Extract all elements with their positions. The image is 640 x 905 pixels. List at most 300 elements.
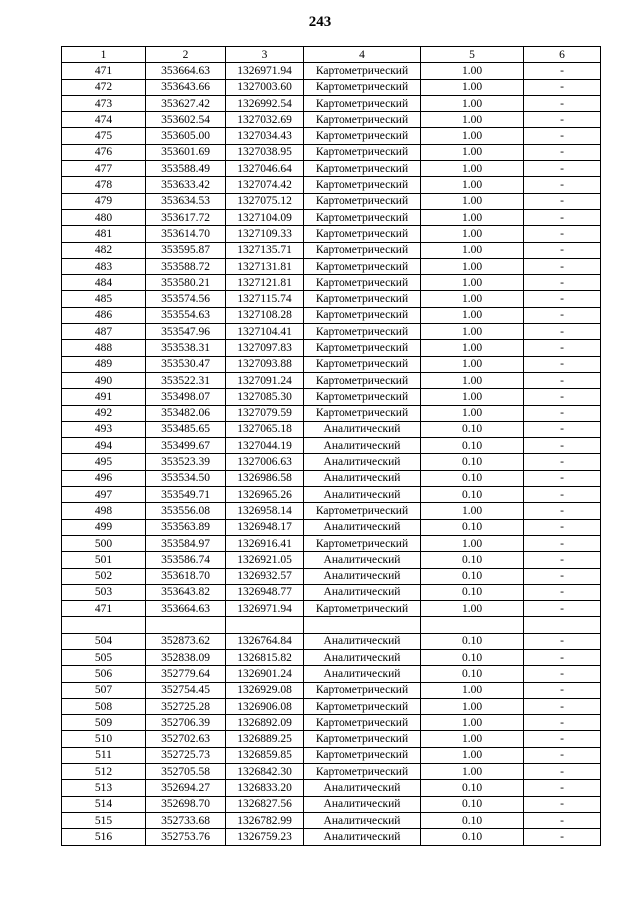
y-coordinate-cell: 1326906.08	[226, 698, 304, 714]
x-coordinate-cell: 353482.06	[146, 405, 226, 421]
description-cell: -	[524, 682, 601, 698]
point-number-cell: 479	[62, 193, 146, 209]
method-cell: Аналитический	[304, 421, 421, 437]
method-cell: Картометрический	[304, 226, 421, 242]
description-cell: -	[524, 356, 601, 372]
y-coordinate-cell: 1326958.14	[226, 503, 304, 519]
table-header	[62, 47, 601, 63]
x-coordinate-cell: 353498.07	[146, 389, 226, 405]
precision-cell: 1.00	[421, 682, 524, 698]
method-cell: Картометрический	[304, 193, 421, 209]
y-coordinate-cell: 1327003.60	[226, 79, 304, 95]
method-cell: Аналитический	[304, 454, 421, 470]
precision-cell: 1.00	[421, 258, 524, 274]
precision-cell: 1.00	[421, 698, 524, 714]
method-cell: Картометрический	[304, 63, 421, 79]
method-cell: Картометрический	[304, 535, 421, 551]
y-coordinate-cell: 1326932.57	[226, 568, 304, 584]
point-number-cell: 484	[62, 275, 146, 291]
description-cell: -	[524, 698, 601, 714]
precision-cell: 1.00	[421, 356, 524, 372]
table-row	[62, 340, 601, 356]
precision-cell	[421, 617, 524, 633]
method-cell: Картометрический	[304, 307, 421, 323]
precision-cell: 0.10	[421, 633, 524, 649]
description-cell: -	[524, 193, 601, 209]
precision-cell: 0.10	[421, 780, 524, 796]
method-cell: Картометрический	[304, 324, 421, 340]
y-coordinate-cell: 1327044.19	[226, 438, 304, 454]
x-coordinate-cell: 353586.74	[146, 552, 226, 568]
x-coordinate-cell: 352694.27	[146, 780, 226, 796]
precision-cell: 1.00	[421, 405, 524, 421]
description-cell: -	[524, 487, 601, 503]
y-coordinate-cell: 1327091.24	[226, 372, 304, 388]
table-row	[62, 389, 601, 405]
point-number-cell: 471	[62, 601, 146, 617]
precision-cell: 0.10	[421, 649, 524, 665]
method-cell: Аналитический	[304, 584, 421, 600]
description-cell: -	[524, 128, 601, 144]
y-coordinate-cell	[226, 617, 304, 633]
point-number-cell: 477	[62, 161, 146, 177]
point-number-cell: 511	[62, 747, 146, 763]
table-row	[62, 780, 601, 796]
column-header-5: 5	[421, 47, 524, 63]
description-cell: -	[524, 421, 601, 437]
precision-cell: 0.10	[421, 796, 524, 812]
method-cell: Картометрический	[304, 715, 421, 731]
point-number-cell: 482	[62, 242, 146, 258]
table-row	[62, 405, 601, 421]
method-cell: Картометрический	[304, 731, 421, 747]
precision-cell: 1.00	[421, 389, 524, 405]
description-cell: -	[524, 372, 601, 388]
description-cell: -	[524, 405, 601, 421]
precision-cell: 1.00	[421, 764, 524, 780]
precision-cell: 1.00	[421, 324, 524, 340]
method-cell: Картометрический	[304, 275, 421, 291]
y-coordinate-cell: 1326889.25	[226, 731, 304, 747]
x-coordinate-cell: 353584.97	[146, 535, 226, 551]
y-coordinate-cell: 1327109.33	[226, 226, 304, 242]
table-row	[62, 112, 601, 128]
x-coordinate-cell: 353485.65	[146, 421, 226, 437]
precision-cell: 1.00	[421, 601, 524, 617]
method-cell: Аналитический	[304, 519, 421, 535]
y-coordinate-cell: 1326971.94	[226, 63, 304, 79]
description-cell: -	[524, 633, 601, 649]
method-cell: Картометрический	[304, 161, 421, 177]
x-coordinate-cell: 353580.21	[146, 275, 226, 291]
table-row	[62, 552, 601, 568]
x-coordinate-cell: 353595.87	[146, 242, 226, 258]
x-coordinate-cell: 353523.39	[146, 454, 226, 470]
y-coordinate-cell: 1327038.95	[226, 144, 304, 160]
table-row	[62, 79, 601, 95]
x-coordinate-cell: 353554.63	[146, 307, 226, 323]
point-number-cell: 504	[62, 633, 146, 649]
precision-cell: 0.10	[421, 584, 524, 600]
point-number-cell: 506	[62, 666, 146, 682]
description-cell: -	[524, 95, 601, 111]
x-coordinate-cell: 353499.67	[146, 438, 226, 454]
description-cell: -	[524, 63, 601, 79]
y-coordinate-cell: 1327131.81	[226, 258, 304, 274]
precision-cell: 1.00	[421, 63, 524, 79]
description-cell: -	[524, 112, 601, 128]
method-cell: Картометрический	[304, 79, 421, 95]
y-coordinate-cell: 1327032.69	[226, 112, 304, 128]
y-coordinate-cell: 1327121.81	[226, 275, 304, 291]
description-cell: -	[524, 454, 601, 470]
method-cell: Аналитический	[304, 552, 421, 568]
table-row	[62, 128, 601, 144]
y-coordinate-cell: 1327104.41	[226, 324, 304, 340]
table-row	[62, 666, 601, 682]
x-coordinate-cell: 352753.76	[146, 829, 226, 845]
method-cell: Картометрический	[304, 682, 421, 698]
table-row	[62, 584, 601, 600]
description-cell: -	[524, 568, 601, 584]
column-header-3: 3	[226, 47, 304, 63]
method-cell: Аналитический	[304, 780, 421, 796]
y-coordinate-cell: 1327075.12	[226, 193, 304, 209]
x-coordinate-cell	[146, 617, 226, 633]
x-coordinate-cell: 353643.66	[146, 79, 226, 95]
table-row	[62, 258, 601, 274]
precision-cell: 1.00	[421, 95, 524, 111]
description-cell: -	[524, 389, 601, 405]
point-number-cell: 489	[62, 356, 146, 372]
description-cell: -	[524, 796, 601, 812]
y-coordinate-cell: 1326971.94	[226, 601, 304, 617]
description-cell: -	[524, 812, 601, 828]
table-row	[62, 633, 601, 649]
precision-cell: 0.10	[421, 454, 524, 470]
point-number-cell: 483	[62, 258, 146, 274]
point-number-cell: 487	[62, 324, 146, 340]
description-cell: -	[524, 226, 601, 242]
x-coordinate-cell: 353547.96	[146, 324, 226, 340]
point-number-cell: 507	[62, 682, 146, 698]
description-cell: -	[524, 829, 601, 845]
x-coordinate-cell: 352838.09	[146, 649, 226, 665]
point-number-cell: 502	[62, 568, 146, 584]
x-coordinate-cell: 353556.08	[146, 503, 226, 519]
table-row	[62, 356, 601, 372]
y-coordinate-cell: 1327093.88	[226, 356, 304, 372]
x-coordinate-cell: 353614.70	[146, 226, 226, 242]
coordinates-table	[61, 46, 601, 846]
page-number: 243	[308, 14, 332, 30]
y-coordinate-cell: 1326827.56	[226, 796, 304, 812]
description-cell: -	[524, 715, 601, 731]
description-cell: -	[524, 649, 601, 665]
y-coordinate-cell: 1327034.43	[226, 128, 304, 144]
description-cell: -	[524, 584, 601, 600]
point-number-cell: 500	[62, 535, 146, 551]
x-coordinate-cell: 353618.70	[146, 568, 226, 584]
description-cell: -	[524, 780, 601, 796]
x-coordinate-cell: 352873.62	[146, 633, 226, 649]
table-row	[62, 438, 601, 454]
precision-cell: 1.00	[421, 128, 524, 144]
y-coordinate-cell: 1327085.30	[226, 389, 304, 405]
precision-cell: 1.00	[421, 747, 524, 763]
description-cell	[524, 617, 601, 633]
description-cell: -	[524, 291, 601, 307]
point-number-cell: 512	[62, 764, 146, 780]
table-row	[62, 519, 601, 535]
method-cell: Картометрический	[304, 209, 421, 225]
y-coordinate-cell: 1326815.82	[226, 649, 304, 665]
y-coordinate-cell: 1327074.42	[226, 177, 304, 193]
point-number-cell: 516	[62, 829, 146, 845]
method-cell: Аналитический	[304, 666, 421, 682]
precision-cell: 1.00	[421, 161, 524, 177]
method-cell: Аналитический	[304, 812, 421, 828]
x-coordinate-cell: 353643.82	[146, 584, 226, 600]
x-coordinate-cell: 353634.53	[146, 193, 226, 209]
table-row	[62, 568, 601, 584]
table-row	[62, 535, 601, 551]
description-cell: -	[524, 209, 601, 225]
y-coordinate-cell: 1327135.71	[226, 242, 304, 258]
point-number-cell: 496	[62, 470, 146, 486]
point-number-cell: 485	[62, 291, 146, 307]
table-row	[62, 242, 601, 258]
x-coordinate-cell: 353617.72	[146, 209, 226, 225]
method-cell: Картометрический	[304, 356, 421, 372]
method-cell: Картометрический	[304, 405, 421, 421]
description-cell: -	[524, 731, 601, 747]
point-number-cell: 499	[62, 519, 146, 535]
description-cell: -	[524, 79, 601, 95]
y-coordinate-cell: 1327046.64	[226, 161, 304, 177]
method-cell: Картометрический	[304, 747, 421, 763]
precision-cell: 1.00	[421, 307, 524, 323]
method-cell: Картометрический	[304, 242, 421, 258]
precision-cell: 1.00	[421, 209, 524, 225]
table-row	[62, 796, 601, 812]
description-cell: -	[524, 324, 601, 340]
precision-cell: 0.10	[421, 519, 524, 535]
precision-cell: 1.00	[421, 275, 524, 291]
y-coordinate-cell: 1326859.85	[226, 747, 304, 763]
y-coordinate-cell: 1326965.26	[226, 487, 304, 503]
table-row	[62, 829, 601, 845]
precision-cell: 0.10	[421, 421, 524, 437]
description-cell: -	[524, 552, 601, 568]
precision-cell: 1.00	[421, 226, 524, 242]
point-number-cell: 481	[62, 226, 146, 242]
precision-cell: 0.10	[421, 666, 524, 682]
y-coordinate-cell: 1327104.09	[226, 209, 304, 225]
description-cell: -	[524, 470, 601, 486]
x-coordinate-cell: 352754.45	[146, 682, 226, 698]
precision-cell: 0.10	[421, 487, 524, 503]
precision-cell: 0.10	[421, 438, 524, 454]
y-coordinate-cell: 1326948.17	[226, 519, 304, 535]
table-row	[62, 731, 601, 747]
point-number-cell: 498	[62, 503, 146, 519]
table-row	[62, 372, 601, 388]
method-cell: Картометрический	[304, 389, 421, 405]
precision-cell: 1.00	[421, 144, 524, 160]
method-cell: Аналитический	[304, 470, 421, 486]
y-coordinate-cell: 1326992.54	[226, 95, 304, 111]
precision-cell: 1.00	[421, 503, 524, 519]
table-row	[62, 193, 601, 209]
description-cell: -	[524, 340, 601, 356]
point-number-cell: 474	[62, 112, 146, 128]
method-cell: Аналитический	[304, 829, 421, 845]
y-coordinate-cell: 1327108.28	[226, 307, 304, 323]
table-row	[62, 601, 601, 617]
description-cell: -	[524, 307, 601, 323]
table-row	[62, 63, 601, 79]
point-number-cell: 508	[62, 698, 146, 714]
x-coordinate-cell: 353664.63	[146, 601, 226, 617]
method-cell: Картометрический	[304, 372, 421, 388]
method-cell: Аналитический	[304, 649, 421, 665]
x-coordinate-cell: 352698.70	[146, 796, 226, 812]
precision-cell: 0.10	[421, 812, 524, 828]
table-row	[62, 177, 601, 193]
column-header-1: 1	[62, 47, 146, 63]
y-coordinate-cell: 1327065.18	[226, 421, 304, 437]
table-row	[62, 649, 601, 665]
column-header-4: 4	[304, 47, 421, 63]
table-row	[62, 291, 601, 307]
point-number-cell: 488	[62, 340, 146, 356]
x-coordinate-cell: 353605.00	[146, 128, 226, 144]
y-coordinate-cell: 1327079.59	[226, 405, 304, 421]
precision-cell: 1.00	[421, 79, 524, 95]
point-number-cell: 486	[62, 307, 146, 323]
table-row	[62, 307, 601, 323]
x-coordinate-cell: 353534.50	[146, 470, 226, 486]
description-cell: -	[524, 535, 601, 551]
table-row	[62, 764, 601, 780]
description-cell: -	[524, 258, 601, 274]
x-coordinate-cell: 353588.49	[146, 161, 226, 177]
point-number-cell: 509	[62, 715, 146, 731]
table-row	[62, 144, 601, 160]
precision-cell: 0.10	[421, 470, 524, 486]
precision-cell: 0.10	[421, 552, 524, 568]
precision-cell: 1.00	[421, 715, 524, 731]
table-row	[62, 161, 601, 177]
header-row	[62, 47, 601, 63]
point-number-cell: 480	[62, 209, 146, 225]
y-coordinate-cell: 1327006.63	[226, 454, 304, 470]
description-cell: -	[524, 747, 601, 763]
x-coordinate-cell: 352733.68	[146, 812, 226, 828]
x-coordinate-cell: 353633.42	[146, 177, 226, 193]
column-header-2: 2	[146, 47, 226, 63]
table-row	[62, 487, 601, 503]
point-number-cell: 515	[62, 812, 146, 828]
description-cell: -	[524, 601, 601, 617]
point-number-cell: 497	[62, 487, 146, 503]
table-row	[62, 421, 601, 437]
method-cell	[304, 617, 421, 633]
precision-cell: 1.00	[421, 242, 524, 258]
description-cell: -	[524, 177, 601, 193]
x-coordinate-cell: 353538.31	[146, 340, 226, 356]
method-cell: Аналитический	[304, 438, 421, 454]
point-number-cell: 475	[62, 128, 146, 144]
point-number-cell: 471	[62, 63, 146, 79]
table-row	[62, 503, 601, 519]
description-cell: -	[524, 519, 601, 535]
table-row	[62, 95, 601, 111]
precision-cell: 1.00	[421, 340, 524, 356]
precision-cell: 1.00	[421, 112, 524, 128]
x-coordinate-cell: 353588.72	[146, 258, 226, 274]
y-coordinate-cell: 1326916.41	[226, 535, 304, 551]
description-cell: -	[524, 275, 601, 291]
table-row	[62, 275, 601, 291]
point-number-cell	[62, 617, 146, 633]
description-cell: -	[524, 242, 601, 258]
y-coordinate-cell: 1326842.30	[226, 764, 304, 780]
table-row	[62, 226, 601, 242]
description-cell: -	[524, 144, 601, 160]
table-row	[62, 698, 601, 714]
point-number-cell: 493	[62, 421, 146, 437]
y-coordinate-cell: 1327097.83	[226, 340, 304, 356]
y-coordinate-cell: 1326764.84	[226, 633, 304, 649]
x-coordinate-cell: 352705.58	[146, 764, 226, 780]
method-cell: Аналитический	[304, 633, 421, 649]
point-number-cell: 503	[62, 584, 146, 600]
table-row	[62, 715, 601, 731]
method-cell: Картометрический	[304, 698, 421, 714]
point-number-cell: 495	[62, 454, 146, 470]
table-row	[62, 324, 601, 340]
method-cell: Картометрический	[304, 128, 421, 144]
point-number-cell: 513	[62, 780, 146, 796]
x-coordinate-cell: 352725.73	[146, 747, 226, 763]
y-coordinate-cell: 1326929.08	[226, 682, 304, 698]
method-cell: Картометрический	[304, 764, 421, 780]
point-number-cell: 505	[62, 649, 146, 665]
x-coordinate-cell: 353574.56	[146, 291, 226, 307]
point-number-cell: 494	[62, 438, 146, 454]
precision-cell: 1.00	[421, 535, 524, 551]
description-cell: -	[524, 438, 601, 454]
x-coordinate-cell: 353602.54	[146, 112, 226, 128]
precision-cell: 0.10	[421, 568, 524, 584]
x-coordinate-cell: 353549.71	[146, 487, 226, 503]
method-cell: Картометрический	[304, 503, 421, 519]
y-coordinate-cell: 1326901.24	[226, 666, 304, 682]
y-coordinate-cell: 1326759.23	[226, 829, 304, 845]
point-number-cell: 501	[62, 552, 146, 568]
y-coordinate-cell: 1326782.99	[226, 812, 304, 828]
y-coordinate-cell: 1326948.77	[226, 584, 304, 600]
table-body	[62, 63, 601, 845]
description-cell: -	[524, 503, 601, 519]
x-coordinate-cell: 352725.28	[146, 698, 226, 714]
method-cell: Картометрический	[304, 177, 421, 193]
x-coordinate-cell: 353530.47	[146, 356, 226, 372]
point-number-cell: 473	[62, 95, 146, 111]
method-cell: Картометрический	[304, 258, 421, 274]
